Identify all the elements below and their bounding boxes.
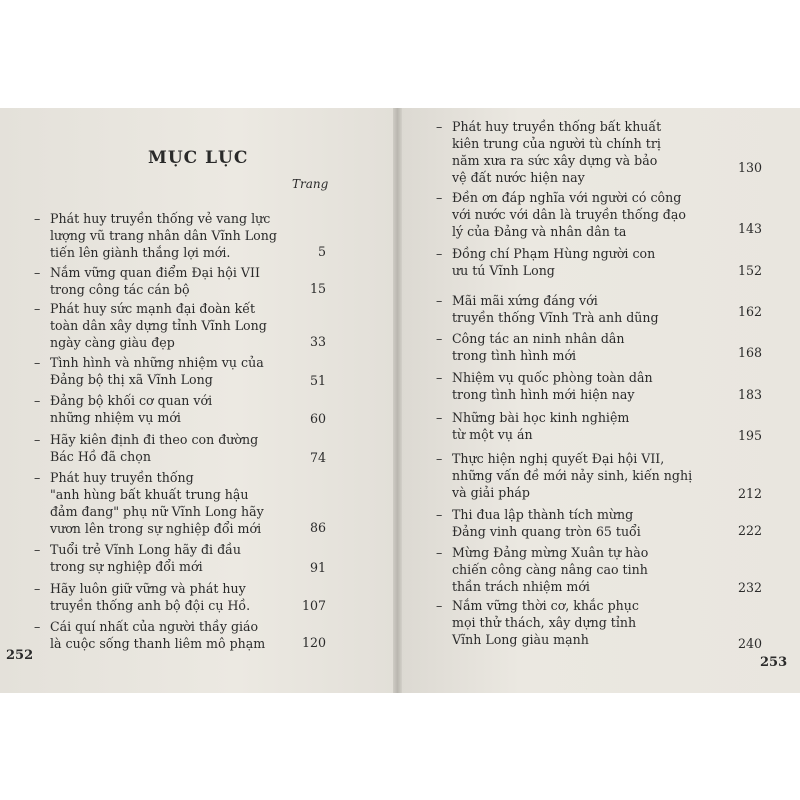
toc-entry bbox=[34, 580, 251, 614]
toc-entry-page: 143 bbox=[737, 221, 762, 236]
dash-marker: – bbox=[34, 393, 41, 408]
toc-entry bbox=[34, 541, 241, 575]
toc-entry bbox=[34, 300, 267, 351]
toc-entry bbox=[436, 597, 639, 648]
toc-entry bbox=[34, 618, 266, 652]
dash-marker: – bbox=[34, 542, 41, 557]
page-number-left: 252 bbox=[6, 648, 34, 663]
toc-entry bbox=[436, 409, 630, 443]
dash-marker: – bbox=[34, 301, 41, 316]
dash-marker: – bbox=[436, 331, 443, 346]
toc-entry bbox=[436, 544, 649, 595]
toc-entry bbox=[34, 469, 264, 537]
toc-entry-title: Những bài học kinh nghiệm từ một vụ án bbox=[452, 410, 630, 442]
toc-entry-title: Thi đua lập thành tích mừng Đảng vinh quang tròn 65 tuổi bbox=[452, 507, 641, 539]
dash-marker: – bbox=[436, 190, 443, 205]
toc-entry-page: 15 bbox=[309, 281, 326, 296]
toc-entry-page: 74 bbox=[309, 450, 326, 465]
toc-entry-title: Phát huy truyền thống vẻ vang lực lượng vũ trang nhân dân Vĩnh Long tiến lên giành thắng lợi mới. bbox=[50, 211, 277, 260]
dash-marker: – bbox=[436, 451, 443, 466]
toc-entry bbox=[436, 330, 625, 364]
toc-entry bbox=[436, 506, 641, 540]
toc-entry-page: 86 bbox=[309, 520, 326, 535]
toc-entry-page: 152 bbox=[737, 263, 762, 278]
toc-entry-page: 222 bbox=[737, 523, 762, 538]
toc-entry bbox=[34, 210, 277, 261]
toc-entry-page: 168 bbox=[737, 345, 762, 360]
dash-marker: – bbox=[436, 545, 443, 560]
toc-entry bbox=[34, 431, 259, 465]
toc-entry-title: Tuổi trẻ Vĩnh Long hãy đi đầu trong sự nghiệp đổi mới bbox=[50, 542, 241, 574]
dash-marker: – bbox=[34, 265, 41, 280]
toc-entry bbox=[436, 189, 686, 240]
toc-entry-page: 130 bbox=[737, 160, 762, 175]
toc-entry-page: 5 bbox=[317, 244, 326, 259]
toc-entry-title: Phát huy truyền thống bất khuất kiên trung của người tù chính trị năm xưa ra sức xây dựng và bảo vệ đất nước hiện nay bbox=[452, 119, 662, 185]
dash-marker: – bbox=[436, 370, 443, 385]
toc-entry-page: 195 bbox=[737, 428, 762, 443]
toc-entry-title: Tình hình và những nhiệm vụ của Đảng bộ thị xã Vĩnh Long bbox=[50, 355, 264, 387]
toc-entry-page: 51 bbox=[309, 373, 326, 388]
toc-entry-page: 162 bbox=[737, 304, 762, 319]
toc-entry-title: Cái quí nhất của người thầy giáo là cuộc sống thanh liêm mô phạm bbox=[50, 619, 266, 651]
toc-entry bbox=[436, 450, 693, 501]
toc-entry-title: Phát huy sức mạnh đại đoàn kết toàn dân xây dựng tỉnh Vĩnh Long ngày càng giàu đẹp bbox=[50, 301, 267, 350]
dash-marker: – bbox=[34, 581, 41, 596]
toc-entry-title: Mãi mãi xứng đáng với truyền thống Vĩnh Trà anh dũng bbox=[452, 293, 659, 325]
dash-marker: – bbox=[34, 211, 41, 226]
dash-marker: – bbox=[436, 507, 443, 522]
toc-entry-title: Đền ơn đáp nghĩa với người có công với nước với dân là truyền thống đạo lý của Đảng và nhân dân ta bbox=[452, 190, 686, 239]
toc-entry bbox=[34, 392, 213, 426]
toc-entry bbox=[34, 264, 260, 298]
toc-entry-page: 120 bbox=[301, 635, 326, 650]
toc-entry-page: 107 bbox=[301, 598, 326, 613]
book-gutter bbox=[393, 108, 402, 693]
toc-entry-title: Công tác an ninh nhân dân trong tình hình mới bbox=[452, 331, 625, 363]
toc-entry-page: 212 bbox=[737, 486, 762, 501]
toc-entry-title: Thực hiện nghị quyết Đại hội VII, những vấn đề mới nảy sinh, kiến nghị và giải pháp bbox=[452, 451, 693, 500]
toc-entry-title: Đồng chí Phạm Hùng người con ưu tú Vĩnh Long bbox=[452, 246, 656, 278]
toc-entry-title: Đảng bộ khối cơ quan với những nhiệm vụ mới bbox=[50, 393, 213, 425]
dash-marker: – bbox=[34, 470, 41, 485]
page-column-label: Trang bbox=[292, 177, 329, 191]
toc-entry-title: Mừng Đảng mừng Xuân tự hào chiến công càng nâng cao tinh thần trách nhiệm mới bbox=[452, 545, 649, 594]
toc-entry-title: Phát huy truyền thống "anh hùng bất khuất trung hậu đảm đang" phụ nữ Vĩnh Long hãy vươn lên trong sự nghiệp đổi mới bbox=[50, 470, 264, 536]
toc-entry-title: Nắm vững quan điểm Đại hội VII trong công tác cán bộ bbox=[50, 265, 260, 297]
page-title: MỤC LỤC bbox=[148, 148, 249, 168]
toc-entry-title: Hãy kiên định đi theo con đường Bác Hồ đã chọn bbox=[50, 432, 259, 464]
dash-marker: – bbox=[436, 119, 443, 134]
toc-entry-title: Nắm vững thời cơ, khắc phục mọi thử thách, xây dựng tỉnh Vĩnh Long giàu mạnh bbox=[452, 598, 639, 647]
toc-entry-page: 91 bbox=[309, 560, 326, 575]
toc-entry-page: 232 bbox=[737, 580, 762, 595]
toc-entry bbox=[436, 118, 662, 186]
toc-entry bbox=[34, 354, 264, 388]
toc-entry-page: 33 bbox=[309, 334, 326, 349]
page-number-right: 253 bbox=[760, 655, 788, 670]
toc-entry-page: 183 bbox=[737, 387, 762, 402]
toc-entry bbox=[436, 292, 659, 326]
toc-entry-page: 240 bbox=[737, 636, 762, 651]
toc-entry-title: Nhiệm vụ quốc phòng toàn dân trong tình hình mới hiện nay bbox=[452, 370, 653, 402]
dash-marker: – bbox=[436, 598, 443, 613]
dash-marker: – bbox=[436, 410, 443, 425]
dash-marker: – bbox=[436, 293, 443, 308]
toc-entry bbox=[436, 245, 656, 279]
dash-marker: – bbox=[34, 355, 41, 370]
toc-entry-title: Hãy luôn giữ vững và phát huy truyền thống anh bộ đội cụ Hồ. bbox=[50, 581, 251, 613]
dash-marker: – bbox=[436, 246, 443, 261]
dash-marker: – bbox=[34, 619, 41, 634]
toc-entry bbox=[436, 369, 653, 403]
toc-entry-page: 60 bbox=[309, 411, 326, 426]
dash-marker: – bbox=[34, 432, 41, 447]
